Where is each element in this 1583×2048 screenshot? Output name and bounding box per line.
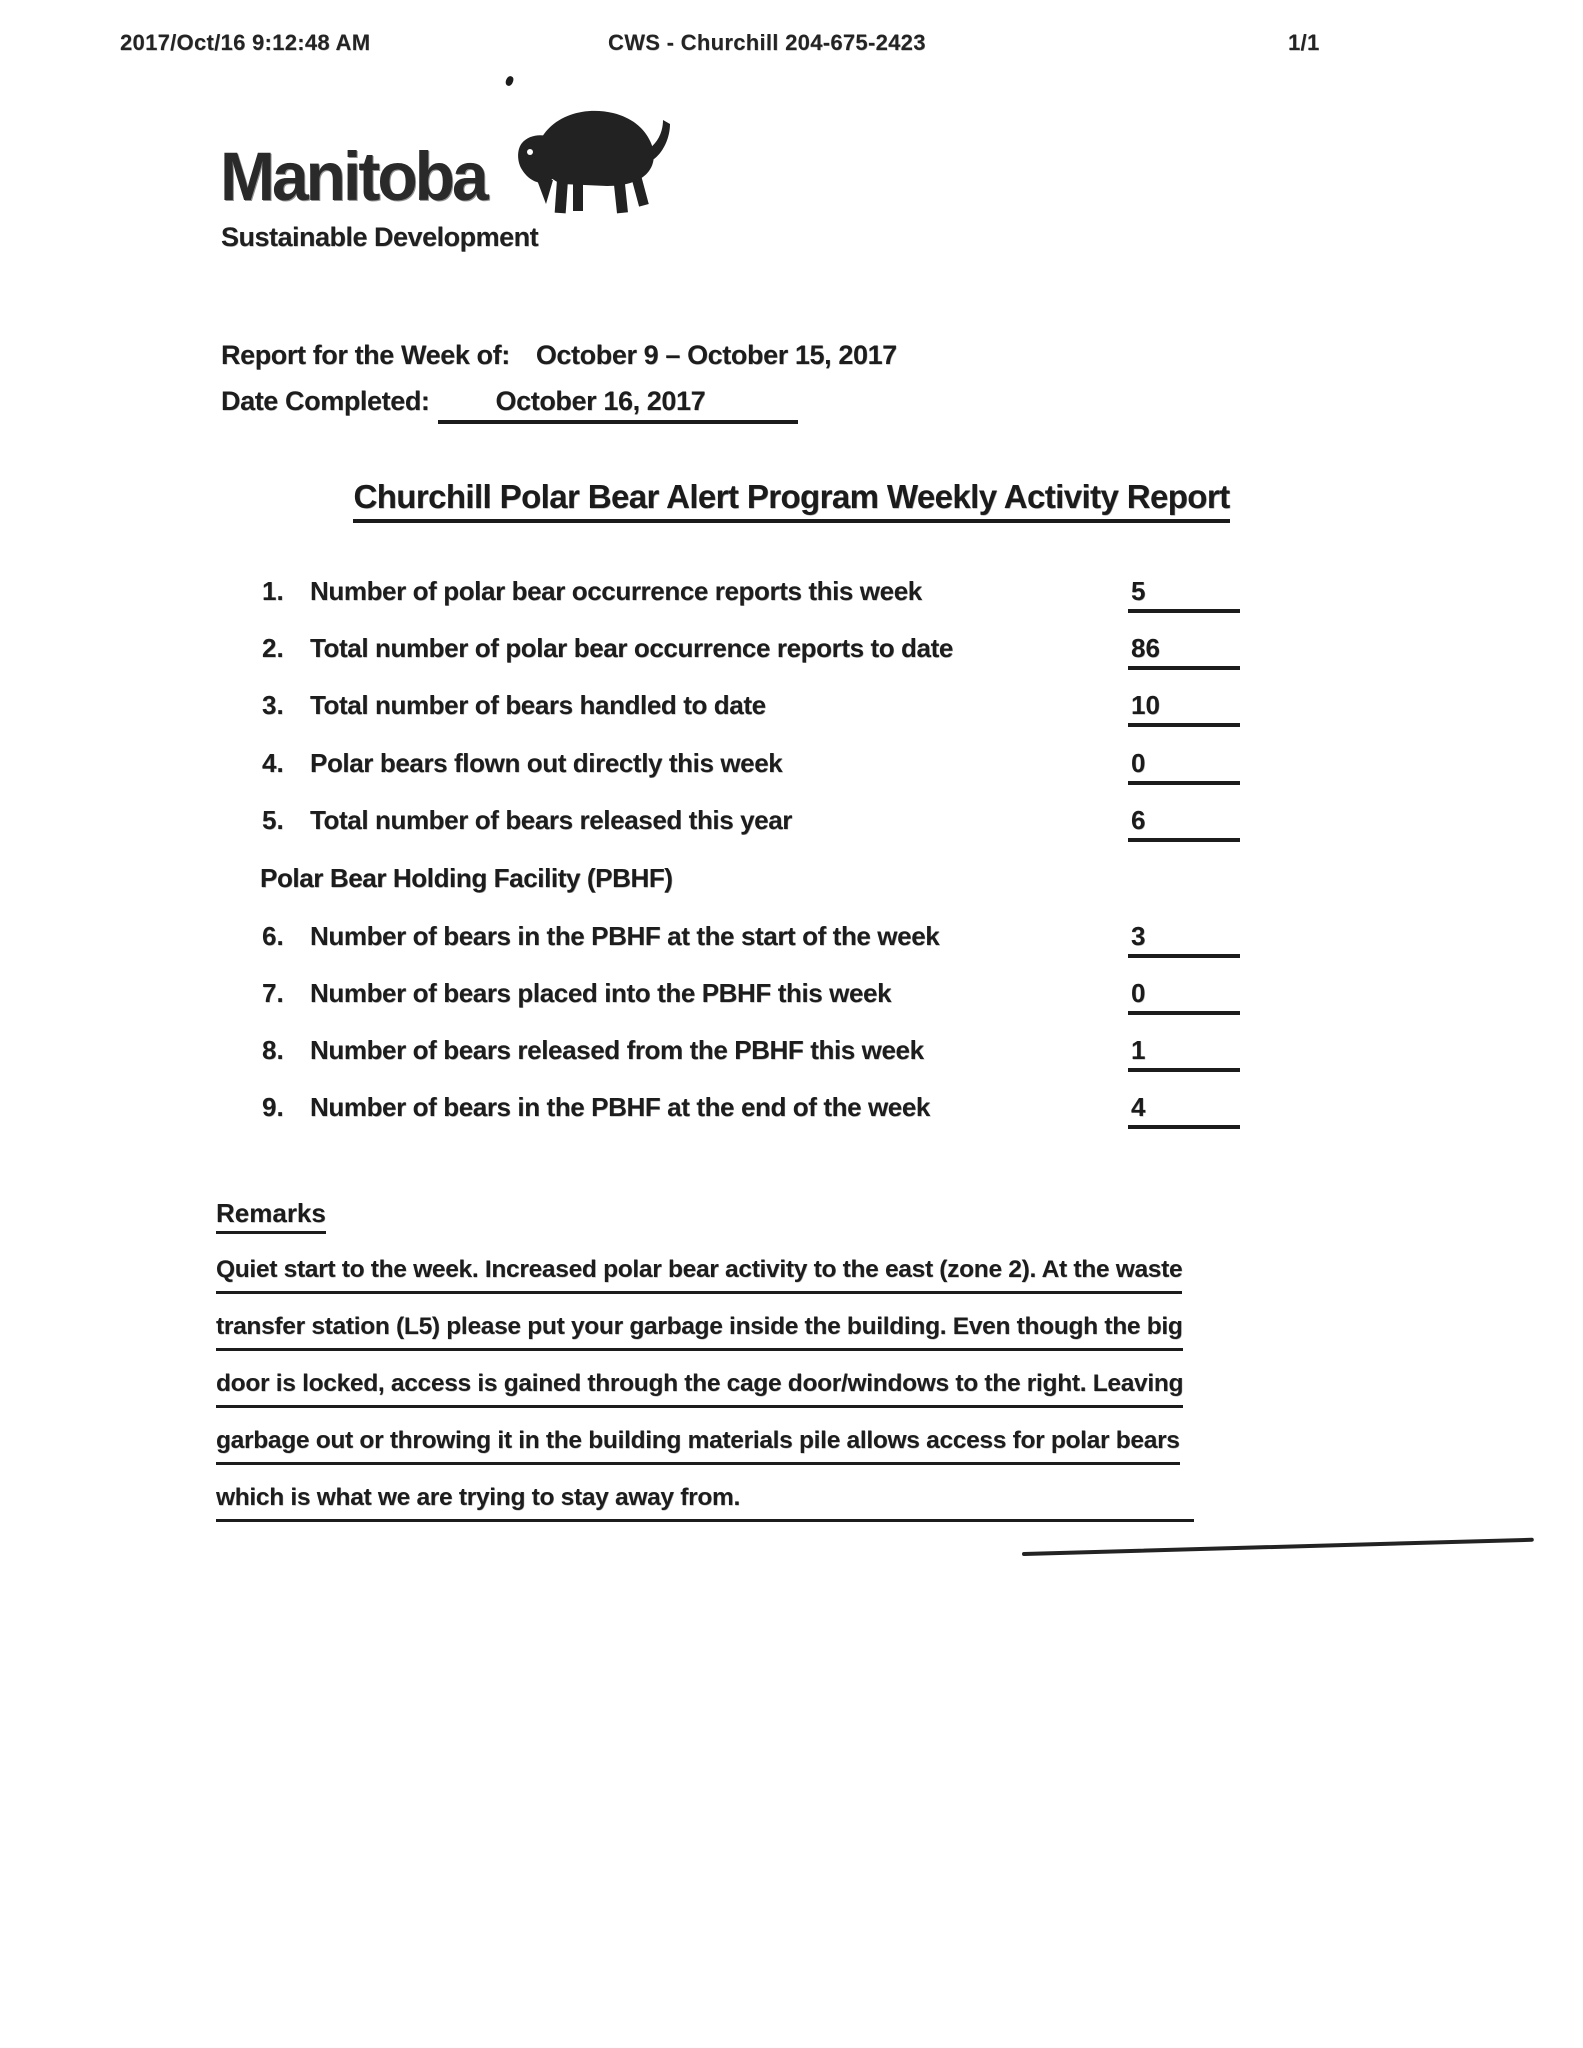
item-number: 4. [262,748,284,778]
fax-sender: CWS - Churchill 204-675-2423 [608,30,926,55]
item-number: 1. [262,576,284,606]
item-value-blank: 86 [1128,633,1240,670]
item-value-blank: 10 [1128,690,1240,727]
remark-text: Quiet start to the week. Increased polar bear activity to the east (zone 2). At the waste [216,1256,1182,1294]
item-label: Total number of bears handled to date [310,690,766,720]
remark-line-1 [216,1256,1182,1294]
item-number: 5. [262,805,284,835]
report-item-4 [262,748,1362,790]
date-completed-value: October 16, 2017 [438,386,798,424]
pbhf-subheading: Polar Bear Holding Facility (PBHF) [260,863,673,893]
report-item-2 [262,633,1362,675]
item-label: Number of bears in the PBHF at the end of the week [310,1092,930,1122]
remarks-heading-text: Remarks [216,1198,326,1234]
report-week-value: October 9 – October 15, 2017 [535,340,897,370]
item-number: 2. [262,633,284,663]
item-label: Total number of polar bear occurrence reports to date [310,633,953,663]
date-completed-label: Date Completed: [221,386,430,416]
report-item-3 [262,690,1362,732]
report-item-8 [262,1035,1362,1077]
remark-line-5 [216,1484,1194,1522]
report-week-line [221,340,897,371]
item-value-blank: 0 [1128,748,1240,785]
report-item-1 [262,576,1362,618]
item-number: 7. [262,978,284,1008]
item-label: Number of bears released from the PBHF this week [310,1035,924,1065]
item-number: 9. [262,1092,284,1122]
remark-text: door is locked, access is gained through the cage door/windows to the right. Leaving [216,1370,1183,1408]
item-value-blank: 6 [1128,805,1240,842]
report-item-7 [262,978,1362,1020]
manitoba-wordmark: Manitoba [220,137,486,215]
remarks-heading [216,1198,326,1234]
fax-page-number: 1/1 [1288,30,1320,55]
scan-artifact-dot [505,75,515,87]
remark-line-2 [216,1313,1183,1351]
remark-line-4 [216,1427,1180,1465]
item-value-blank: 4 [1128,1092,1240,1129]
item-number: 8. [262,1035,284,1065]
report-item-5 [262,805,1362,847]
remark-line-3 [216,1370,1183,1408]
remark-text: transfer station (L5) please put your garbage inside the building. Even though the big [216,1313,1183,1351]
report-title-text: Churchill Polar Bear Alert Program Weekly Activity Report [353,478,1229,523]
bison-icon [512,104,672,216]
logo-department-label: Sustainable Development [221,222,539,252]
item-number: 6. [262,921,284,951]
remark-text: which is what we are trying to stay away from. [216,1484,1194,1522]
report-item-6 [262,921,1362,963]
remark-text: garbage out or throwing it in the building materials pile allows access for polar bears [216,1427,1180,1465]
item-value-blank: 5 [1128,576,1240,613]
report-week-label: Report for the Week of: [221,340,510,370]
fax-timestamp: 2017/Oct/16 9:12:48 AM [120,30,371,55]
item-value-blank: 0 [1128,978,1240,1015]
item-label: Number of polar bear occurrence reports this week [310,576,922,606]
item-label: Polar bears flown out directly this week [310,748,783,778]
item-value-blank: 3 [1128,921,1240,958]
item-number: 3. [262,690,284,720]
date-completed-line [221,386,798,424]
item-label: Number of bears placed into the PBHF this week [310,978,892,1008]
item-label: Total number of bears released this year [310,805,793,835]
report-item-9 [262,1092,1362,1134]
report-title [0,478,1583,523]
item-value-blank: 1 [1128,1035,1240,1072]
scan-artifact-line [1022,1538,1534,1556]
item-label: Number of bears in the PBHF at the start of the week [310,921,940,951]
